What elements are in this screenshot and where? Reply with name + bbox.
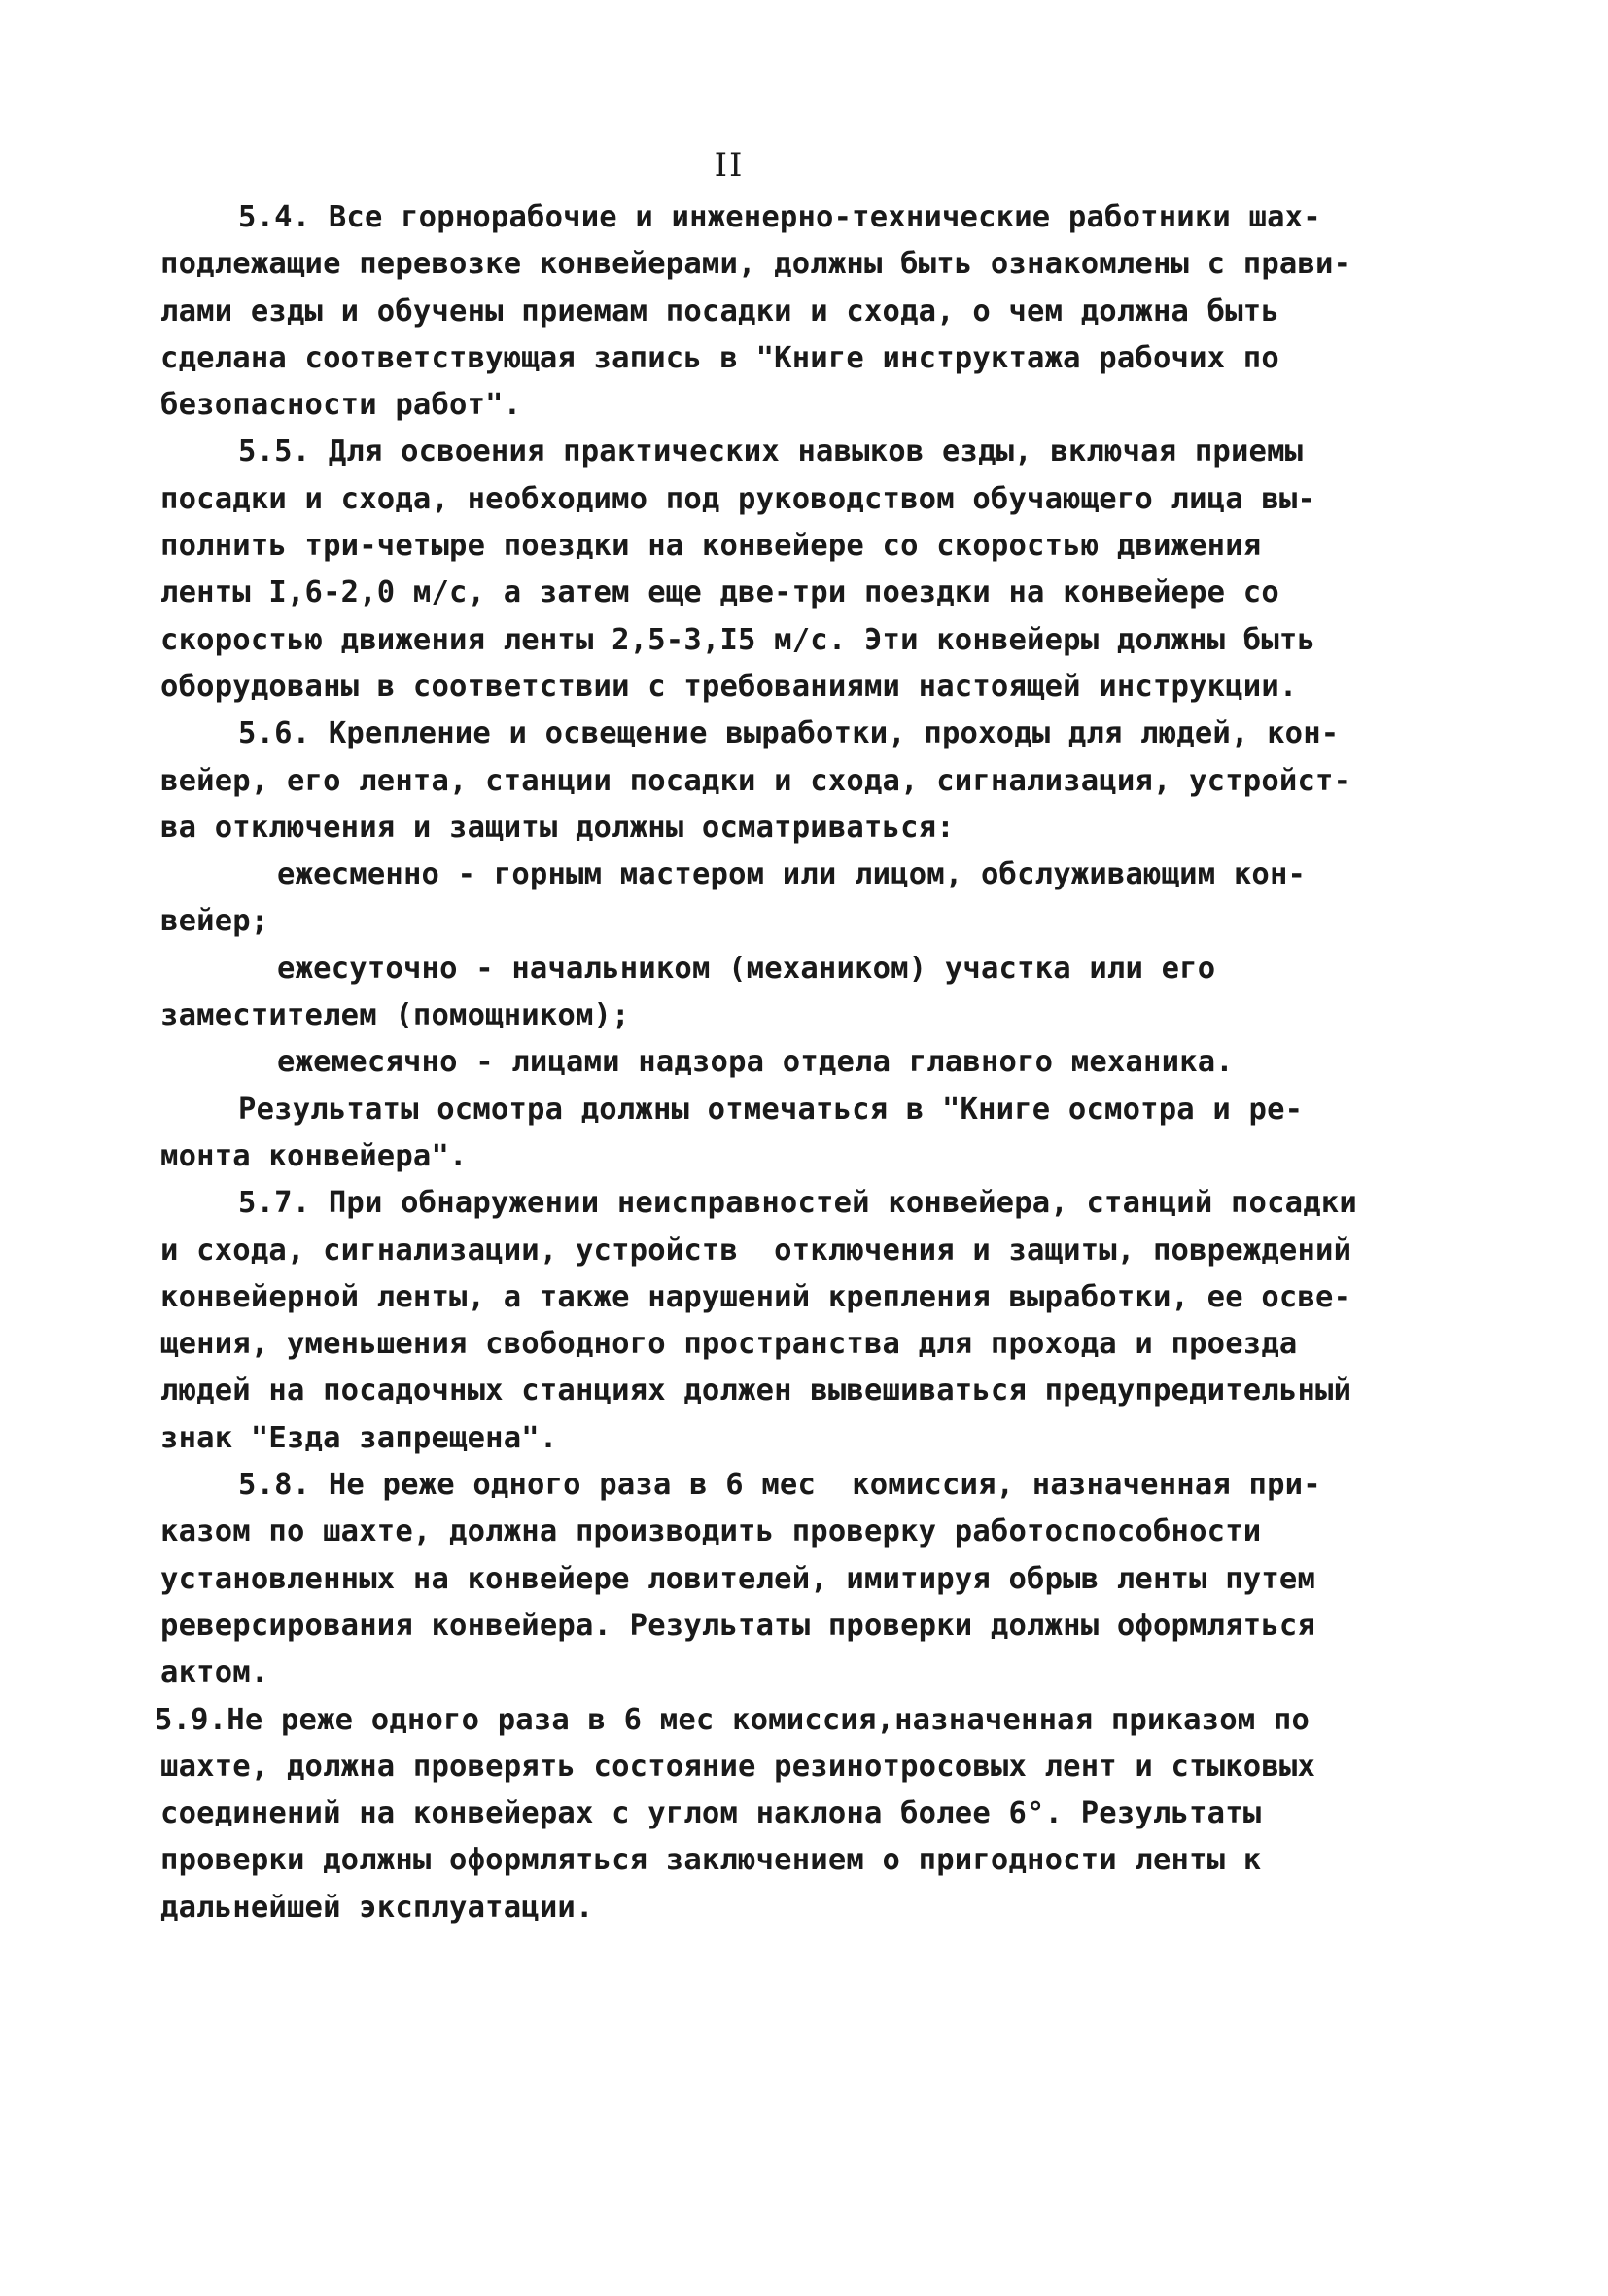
- text-line: ежемесячно - лицами надзора отдела главного механика.: [277, 1045, 1234, 1080]
- text-line: ежесменно - горным мастером или лицом, обслуживающим кон-: [277, 857, 1307, 892]
- text-line: 5.6. Крепление и освещение выработки, проходы для людей, кон-: [238, 716, 1340, 751]
- text-line: безопасности работ".: [160, 388, 522, 423]
- text-line: актом.: [160, 1655, 269, 1690]
- page-number: II: [714, 146, 745, 185]
- text-line: скоростью движения ленты 2,5-3,I5 м/с. Эти конвейеры должны быть: [160, 622, 1316, 657]
- text-line: 5.9.Не реже одного раза в 6 мес комиссия,назначенная приказом по: [155, 1702, 1311, 1737]
- text-line: лами езды и обучены приемам посадки и схода, о чем должна быть: [160, 294, 1279, 329]
- text-line: людей на посадочных станциях должен вывешиваться предупредительный: [160, 1374, 1352, 1409]
- text-line: оборудованы в соответствии с требованиями настоящей инструкции.: [160, 669, 1298, 704]
- text-line: установленных на конвейере ловителей, имитируя обрыв ленты путем: [160, 1561, 1316, 1596]
- text-line: 5.8. Не реже одного раза в 6 мес комиссия, назначенная при-: [238, 1468, 1321, 1503]
- text-line: ленты I,6-2,0 м/с, а затем еще две-три поездки на конвейере со: [160, 575, 1279, 610]
- text-line: проверки должны оформляться заключением о пригодности ленты к: [160, 1843, 1262, 1878]
- text-line: и схода, сигнализации, устройств отключения и защиты, повреждений: [160, 1233, 1352, 1268]
- text-line: посадки и схода, необходимо под руководством обучающего лица вы-: [160, 481, 1316, 516]
- text-line: подлежащие перевозке конвейерами, должны быть ознакомлены с прави-: [160, 247, 1352, 282]
- text-line: казом по шахте, должна производить проверку работоспособности: [160, 1514, 1262, 1549]
- text-line: ва отключения и защиты должны осматриваться:: [160, 810, 955, 845]
- document-body: [155, 194, 1444, 1931]
- text-line: 5.4. Все горнорабочие и инженерно-технические работники шах-: [238, 200, 1321, 234]
- text-line: соединений на конвейерах с углом наклона более 6°. Результаты: [160, 1796, 1262, 1831]
- text-line: дальнейшей эксплуатации.: [160, 1890, 594, 1925]
- text-line: вейер, его лента, станции посадки и схода, сигнализация, устройст-: [160, 763, 1352, 798]
- text-line: шахте, должна проверять состояние резинотросовых лент и стыковых: [160, 1749, 1316, 1784]
- text-line: ежесуточно - начальником (механиком) участка или его: [277, 951, 1216, 986]
- text-line: конвейерной ленты, а также нарушений крепления выработки, ее осве-: [160, 1279, 1352, 1314]
- text-line: знак "Езда запрещена".: [160, 1420, 558, 1455]
- text-line: вейер;: [160, 904, 269, 939]
- text-line: сделана соответствующая запись в "Книге инструктажа рабочих по: [160, 340, 1279, 375]
- text-line: монта конвейера".: [160, 1138, 468, 1173]
- text-line: 5.5. Для освоения практических навыков езды, включая приемы: [238, 435, 1304, 470]
- text-line: заместителем (помощником);: [160, 998, 630, 1033]
- text-line: Результаты осмотра должны отмечаться в "Книге осмотра и ре-: [238, 1092, 1304, 1127]
- text-line: реверсирования конвейера. Результаты проверки должны оформляться: [160, 1608, 1316, 1643]
- text-line: 5.7. При обнаружении неисправностей конвейера, станций посадки: [238, 1186, 1357, 1221]
- text-line: полнить три-четыре поездки на конвейере со скоростью движения: [160, 529, 1262, 564]
- text-line: щения, уменьшения свободного пространства для прохода и проезда: [160, 1327, 1298, 1362]
